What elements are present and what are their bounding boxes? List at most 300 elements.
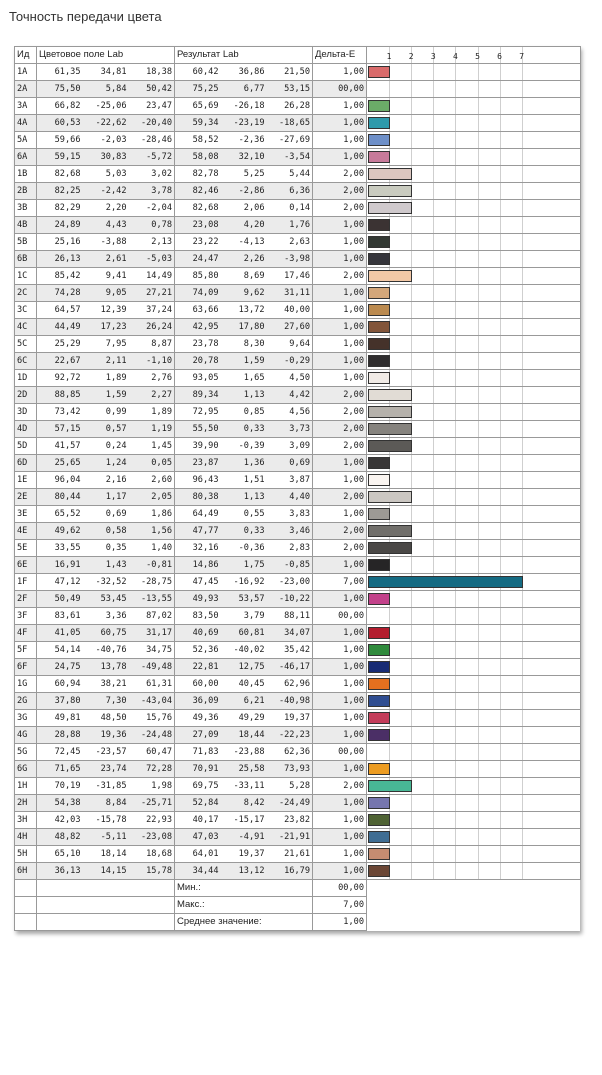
scale-gridline	[500, 387, 501, 403]
field-lab-a: -2,03	[83, 132, 129, 149]
result-lab-a: 12,75	[221, 659, 267, 676]
result-lab-b: 23,82	[267, 812, 313, 829]
result-lab-b: 62,36	[267, 744, 313, 761]
scale-gridline	[433, 183, 434, 199]
field-lab-b: 2,05	[129, 489, 175, 506]
patch-id: 3C	[15, 302, 37, 319]
result-lab-a: -15,17	[221, 812, 267, 829]
scale-gridline	[478, 98, 479, 114]
color-swatch-bar	[368, 559, 390, 571]
scale-gridline	[522, 506, 523, 522]
color-swatch-bar	[368, 287, 390, 299]
scale-gridline	[522, 132, 523, 148]
scale-gridline	[500, 846, 501, 862]
scale-gridline	[522, 812, 523, 828]
delta-e-bar-cell	[367, 795, 581, 812]
table-row	[15, 659, 581, 676]
scale-gridline	[433, 217, 434, 233]
delta-e-value: 2,00	[313, 268, 367, 285]
field-lab-b: 60,47	[129, 744, 175, 761]
delta-e-value: 2,00	[313, 523, 367, 540]
delta-e-bar-cell	[367, 149, 581, 166]
scale-gridline	[433, 506, 434, 522]
field-lab-a: 0,57	[83, 421, 129, 438]
color-swatch-bar	[368, 797, 390, 809]
table-row	[15, 455, 581, 472]
patch-id: 1C	[15, 268, 37, 285]
result-lab-b: 2,83	[267, 540, 313, 557]
field-lab-b: 3,02	[129, 166, 175, 183]
field-lab-a: 0,58	[83, 523, 129, 540]
patch-id: 1D	[15, 370, 37, 387]
scale-gridline	[411, 353, 412, 369]
field-lab-b: 26,24	[129, 319, 175, 336]
delta-e-bar-cell	[367, 98, 581, 115]
table-row	[15, 710, 581, 727]
table-row	[15, 98, 581, 115]
patch-id: 6H	[15, 863, 37, 880]
color-swatch-bar	[368, 66, 390, 78]
scale-gridline	[522, 727, 523, 743]
scale-gridline	[455, 285, 456, 301]
field-lab-a: 2,20	[83, 200, 129, 217]
scale-gridline	[500, 710, 501, 726]
scale-gridline	[500, 438, 501, 454]
report-title: Точность передачи цвета	[9, 9, 162, 24]
result-lab-l: 83,50	[175, 608, 221, 625]
result-lab-a: 60,81	[221, 625, 267, 642]
scale-gridline	[433, 200, 434, 216]
color-swatch-bar	[368, 236, 390, 248]
table-row	[15, 302, 581, 319]
delta-e-value: 1,00	[313, 370, 367, 387]
result-lab-b: 4,56	[267, 404, 313, 421]
result-lab-l: 23,87	[175, 455, 221, 472]
color-swatch-bar	[368, 185, 412, 197]
delta-e-value: 1,00	[313, 353, 367, 370]
table-row	[15, 591, 581, 608]
scale-gridline	[455, 846, 456, 862]
field-lab-l: 36,13	[37, 863, 83, 880]
scale-gridline	[478, 489, 479, 505]
patch-id: 4F	[15, 625, 37, 642]
patch-id: 2G	[15, 693, 37, 710]
field-lab-a: -2,42	[83, 183, 129, 200]
scale-gridline	[500, 302, 501, 318]
scale-gridline	[478, 710, 479, 726]
patch-id: 5H	[15, 846, 37, 863]
result-lab-b: -3,54	[267, 149, 313, 166]
field-lab-b: 18,38	[129, 64, 175, 81]
scale-gridline	[411, 81, 412, 97]
scale-gridline	[478, 846, 479, 862]
table-row	[15, 829, 581, 846]
scale-gridline	[455, 115, 456, 131]
scale-gridline	[478, 523, 479, 539]
scale-gridline	[455, 404, 456, 420]
field-lab-l: 37,80	[37, 693, 83, 710]
color-swatch-bar	[368, 831, 390, 843]
patch-id: 2E	[15, 489, 37, 506]
result-lab-b: -0,85	[267, 557, 313, 574]
scale-gridline	[455, 268, 456, 284]
patch-id: 2A	[15, 81, 37, 98]
color-swatch-bar	[368, 678, 390, 690]
patch-id: 5B	[15, 234, 37, 251]
delta-e-value: 1,00	[313, 64, 367, 81]
scale-gridline	[478, 132, 479, 148]
color-swatch-bar	[368, 117, 390, 129]
delta-e-bar-cell	[367, 183, 581, 200]
scale-gridline	[478, 506, 479, 522]
result-lab-l: 49,36	[175, 710, 221, 727]
field-lab-l: 54,14	[37, 642, 83, 659]
color-swatch-bar	[368, 100, 390, 112]
scale-gridline	[500, 744, 501, 760]
field-lab-a: 0,35	[83, 540, 129, 557]
color-swatch-bar	[368, 151, 390, 163]
result-lab-l: 39,90	[175, 438, 221, 455]
scale-gridline	[522, 98, 523, 114]
field-lab-a: -5,11	[83, 829, 129, 846]
scale-gridline	[455, 234, 456, 250]
summary-value: 00,00	[313, 880, 367, 897]
delta-e-bar-cell	[367, 846, 581, 863]
field-lab-a: 30,83	[83, 149, 129, 166]
result-lab-a: 8,69	[221, 268, 267, 285]
field-lab-b: 1,19	[129, 421, 175, 438]
result-lab-a: 36,86	[221, 64, 267, 81]
result-lab-b: 3,83	[267, 506, 313, 523]
delta-e-bar-cell	[367, 676, 581, 693]
color-swatch-bar	[368, 627, 390, 639]
result-lab-a: 1,13	[221, 489, 267, 506]
scale-gridline	[522, 625, 523, 641]
delta-e-value: 1,00	[313, 506, 367, 523]
scale-gridline	[500, 183, 501, 199]
patch-id: 4A	[15, 115, 37, 132]
scale-gridline	[411, 829, 412, 845]
field-lab-l: 48,82	[37, 829, 83, 846]
scale-gridline	[433, 319, 434, 335]
delta-e-bar-cell	[367, 81, 581, 98]
delta-e-value: 1,00	[313, 761, 367, 778]
field-lab-b: -5,03	[129, 251, 175, 268]
field-lab-a: 1,24	[83, 455, 129, 472]
patch-id: 6B	[15, 251, 37, 268]
scale-gridline	[411, 727, 412, 743]
table-row	[15, 472, 581, 489]
scale-gridline	[433, 829, 434, 845]
table-row	[15, 421, 581, 438]
delta-e-bar-cell	[367, 778, 581, 795]
table-row	[15, 489, 581, 506]
patch-id: 2B	[15, 183, 37, 200]
scale-gridline	[500, 166, 501, 182]
scale-gridline	[455, 200, 456, 216]
patch-id: 6F	[15, 659, 37, 676]
result-lab-a: -40,02	[221, 642, 267, 659]
table-row	[15, 319, 581, 336]
scale-gridline	[478, 319, 479, 335]
scale-gridline	[411, 251, 412, 267]
result-lab-b: 62,96	[267, 676, 313, 693]
result-lab-a: 49,29	[221, 710, 267, 727]
patch-id: 6C	[15, 353, 37, 370]
field-lab-b: 14,49	[129, 268, 175, 285]
table-row	[15, 863, 581, 880]
scale-gridline	[478, 353, 479, 369]
table-row	[15, 693, 581, 710]
scale-tick-label: 4	[452, 52, 458, 61]
patch-id: 6A	[15, 149, 37, 166]
scale-gridline	[522, 217, 523, 233]
field-lab-b: -1,10	[129, 353, 175, 370]
scale-gridline	[433, 540, 434, 556]
scale-gridline	[522, 166, 523, 182]
delta-e-value: 1,00	[313, 302, 367, 319]
header-scale	[367, 47, 581, 64]
field-lab-a: 23,74	[83, 761, 129, 778]
field-lab-l: 73,42	[37, 404, 83, 421]
scale-gridline	[433, 336, 434, 352]
color-swatch-bar	[368, 491, 412, 503]
scale-gridline	[500, 761, 501, 777]
delta-e-bar-cell	[367, 234, 581, 251]
delta-e-value: 2,00	[313, 387, 367, 404]
field-lab-a: 38,21	[83, 676, 129, 693]
scale-gridline	[455, 64, 456, 80]
delta-e-value: 00,00	[313, 744, 367, 761]
delta-e-bar-cell	[367, 132, 581, 149]
scale-gridline	[411, 472, 412, 488]
scale-gridline	[522, 642, 523, 658]
delta-e-bar-cell	[367, 200, 581, 217]
scale-gridline	[433, 591, 434, 607]
field-lab-l: 44,49	[37, 319, 83, 336]
scale-gridline	[433, 132, 434, 148]
result-lab-l: 14,86	[175, 557, 221, 574]
result-lab-a: 2,06	[221, 200, 267, 217]
field-lab-l: 49,62	[37, 523, 83, 540]
scale-gridline	[500, 268, 501, 284]
delta-e-bar-cell	[367, 710, 581, 727]
summary-row	[15, 880, 581, 897]
result-lab-l: 70,91	[175, 761, 221, 778]
result-lab-b: 21,61	[267, 846, 313, 863]
color-swatch-bar	[368, 168, 412, 180]
scale-gridline	[411, 863, 412, 879]
field-lab-a: 1,17	[83, 489, 129, 506]
result-lab-l: 36,09	[175, 693, 221, 710]
field-lab-a: -31,85	[83, 778, 129, 795]
field-lab-l: 66,82	[37, 98, 83, 115]
field-lab-b: 87,02	[129, 608, 175, 625]
result-lab-b: 35,42	[267, 642, 313, 659]
table-row	[15, 676, 581, 693]
result-lab-a: 0,85	[221, 404, 267, 421]
scale-gridline	[455, 557, 456, 573]
result-lab-l: 93,05	[175, 370, 221, 387]
field-lab-l: 65,52	[37, 506, 83, 523]
result-lab-l: 82,46	[175, 183, 221, 200]
delta-e-value: 00,00	[313, 608, 367, 625]
result-lab-a: 32,10	[221, 149, 267, 166]
scale-gridline	[433, 387, 434, 403]
field-lab-l: 71,65	[37, 761, 83, 778]
field-lab-b: 2,76	[129, 370, 175, 387]
result-lab-b: 53,15	[267, 81, 313, 98]
patch-id: 4D	[15, 421, 37, 438]
result-lab-b: 3,09	[267, 438, 313, 455]
result-lab-l: 60,42	[175, 64, 221, 81]
scale-gridline	[433, 642, 434, 658]
scale-gridline	[411, 234, 412, 250]
scale-gridline	[522, 829, 523, 845]
scale-gridline	[455, 166, 456, 182]
patch-id: 1B	[15, 166, 37, 183]
result-lab-l: 64,49	[175, 506, 221, 523]
scale-gridline	[478, 217, 479, 233]
result-lab-a: 19,37	[221, 846, 267, 863]
field-lab-a: -3,88	[83, 234, 129, 251]
scale-gridline	[389, 81, 390, 97]
scale-gridline	[433, 234, 434, 250]
scale-gridline	[478, 81, 479, 97]
scale-gridline	[455, 591, 456, 607]
field-lab-b: 3,78	[129, 183, 175, 200]
result-lab-l: 89,34	[175, 387, 221, 404]
field-lab-l: 72,45	[37, 744, 83, 761]
delta-e-value: 1,00	[313, 251, 367, 268]
scale-gridline	[522, 319, 523, 335]
field-lab-l: 59,15	[37, 149, 83, 166]
scale-gridline	[522, 455, 523, 471]
scale-gridline	[433, 472, 434, 488]
scale-gridline	[411, 336, 412, 352]
delta-e-bar-cell	[367, 166, 581, 183]
result-lab-a: 8,42	[221, 795, 267, 812]
summary-bar-empty	[367, 880, 581, 897]
result-lab-b: -23,00	[267, 574, 313, 591]
result-lab-b: 88,11	[267, 608, 313, 625]
scale-gridline	[478, 540, 479, 556]
result-lab-l: 23,08	[175, 217, 221, 234]
field-lab-b: -20,40	[129, 115, 175, 132]
scale-gridline	[522, 285, 523, 301]
scale-gridline	[455, 98, 456, 114]
table-row	[15, 574, 581, 591]
delta-e-bar-cell	[367, 455, 581, 472]
scale-gridline	[455, 625, 456, 641]
field-lab-a: 7,30	[83, 693, 129, 710]
delta-e-bar-cell	[367, 370, 581, 387]
summary-empty	[37, 914, 175, 931]
field-lab-a: -25,06	[83, 98, 129, 115]
delta-e-value: 1,00	[313, 115, 367, 132]
delta-e-bar-cell	[367, 812, 581, 829]
color-swatch-bar	[368, 525, 412, 537]
field-lab-b: 23,47	[129, 98, 175, 115]
color-swatch-bar	[368, 593, 390, 605]
scale-gridline	[478, 557, 479, 573]
result-lab-l: 34,44	[175, 863, 221, 880]
scale-gridline	[478, 591, 479, 607]
scale-gridline	[522, 353, 523, 369]
scale-gridline	[433, 557, 434, 573]
result-lab-a: 1,59	[221, 353, 267, 370]
delta-e-bar-cell	[367, 727, 581, 744]
field-lab-b: -23,08	[129, 829, 175, 846]
table-row	[15, 353, 581, 370]
scale-gridline	[411, 795, 412, 811]
summary-value: 1,00	[313, 914, 367, 931]
result-lab-l: 47,45	[175, 574, 221, 591]
scale-gridline	[433, 761, 434, 777]
patch-id: 1G	[15, 676, 37, 693]
scale-gridline	[411, 149, 412, 165]
result-lab-l: 96,43	[175, 472, 221, 489]
scale-gridline	[500, 778, 501, 794]
result-lab-b: -3,98	[267, 251, 313, 268]
field-lab-a: 0,69	[83, 506, 129, 523]
scale-gridline	[478, 642, 479, 658]
table-row	[15, 64, 581, 81]
result-lab-b: 31,11	[267, 285, 313, 302]
scale-gridline	[500, 336, 501, 352]
delta-e-value: 2,00	[313, 540, 367, 557]
result-lab-a: -2,36	[221, 132, 267, 149]
result-lab-b: 21,50	[267, 64, 313, 81]
scale-gridline	[522, 523, 523, 539]
scale-gridline	[433, 285, 434, 301]
table-row	[15, 846, 581, 863]
scale-gridline	[411, 846, 412, 862]
scale-gridline	[455, 438, 456, 454]
scale-gridline	[433, 489, 434, 505]
scale-gridline	[478, 812, 479, 828]
color-swatch-bar	[368, 508, 390, 520]
summary-row	[15, 914, 581, 931]
result-lab-b: 1,76	[267, 217, 313, 234]
patch-id: 4H	[15, 829, 37, 846]
result-lab-l: 75,25	[175, 81, 221, 98]
result-lab-l: 20,78	[175, 353, 221, 370]
result-lab-b: 4,50	[267, 370, 313, 387]
patch-id: 3E	[15, 506, 37, 523]
scale-gridline	[478, 744, 479, 760]
patch-id: 5E	[15, 540, 37, 557]
scale-gridline	[522, 387, 523, 403]
field-lab-b: 1,89	[129, 404, 175, 421]
delta-e-value: 2,00	[313, 438, 367, 455]
field-lab-l: 24,89	[37, 217, 83, 234]
delta-e-bar-cell	[367, 523, 581, 540]
scale-gridline	[522, 64, 523, 80]
delta-e-value: 1,00	[313, 863, 367, 880]
color-swatch-bar	[368, 474, 390, 486]
scale-gridline	[522, 302, 523, 318]
scale-gridline	[455, 472, 456, 488]
patch-id: 5F	[15, 642, 37, 659]
scale-gridline	[478, 183, 479, 199]
field-lab-a: -23,57	[83, 744, 129, 761]
delta-e-value: 2,00	[313, 404, 367, 421]
field-lab-a: 3,36	[83, 608, 129, 625]
patch-id: 4E	[15, 523, 37, 540]
field-lab-l: 61,35	[37, 64, 83, 81]
color-swatch-bar	[368, 661, 390, 673]
